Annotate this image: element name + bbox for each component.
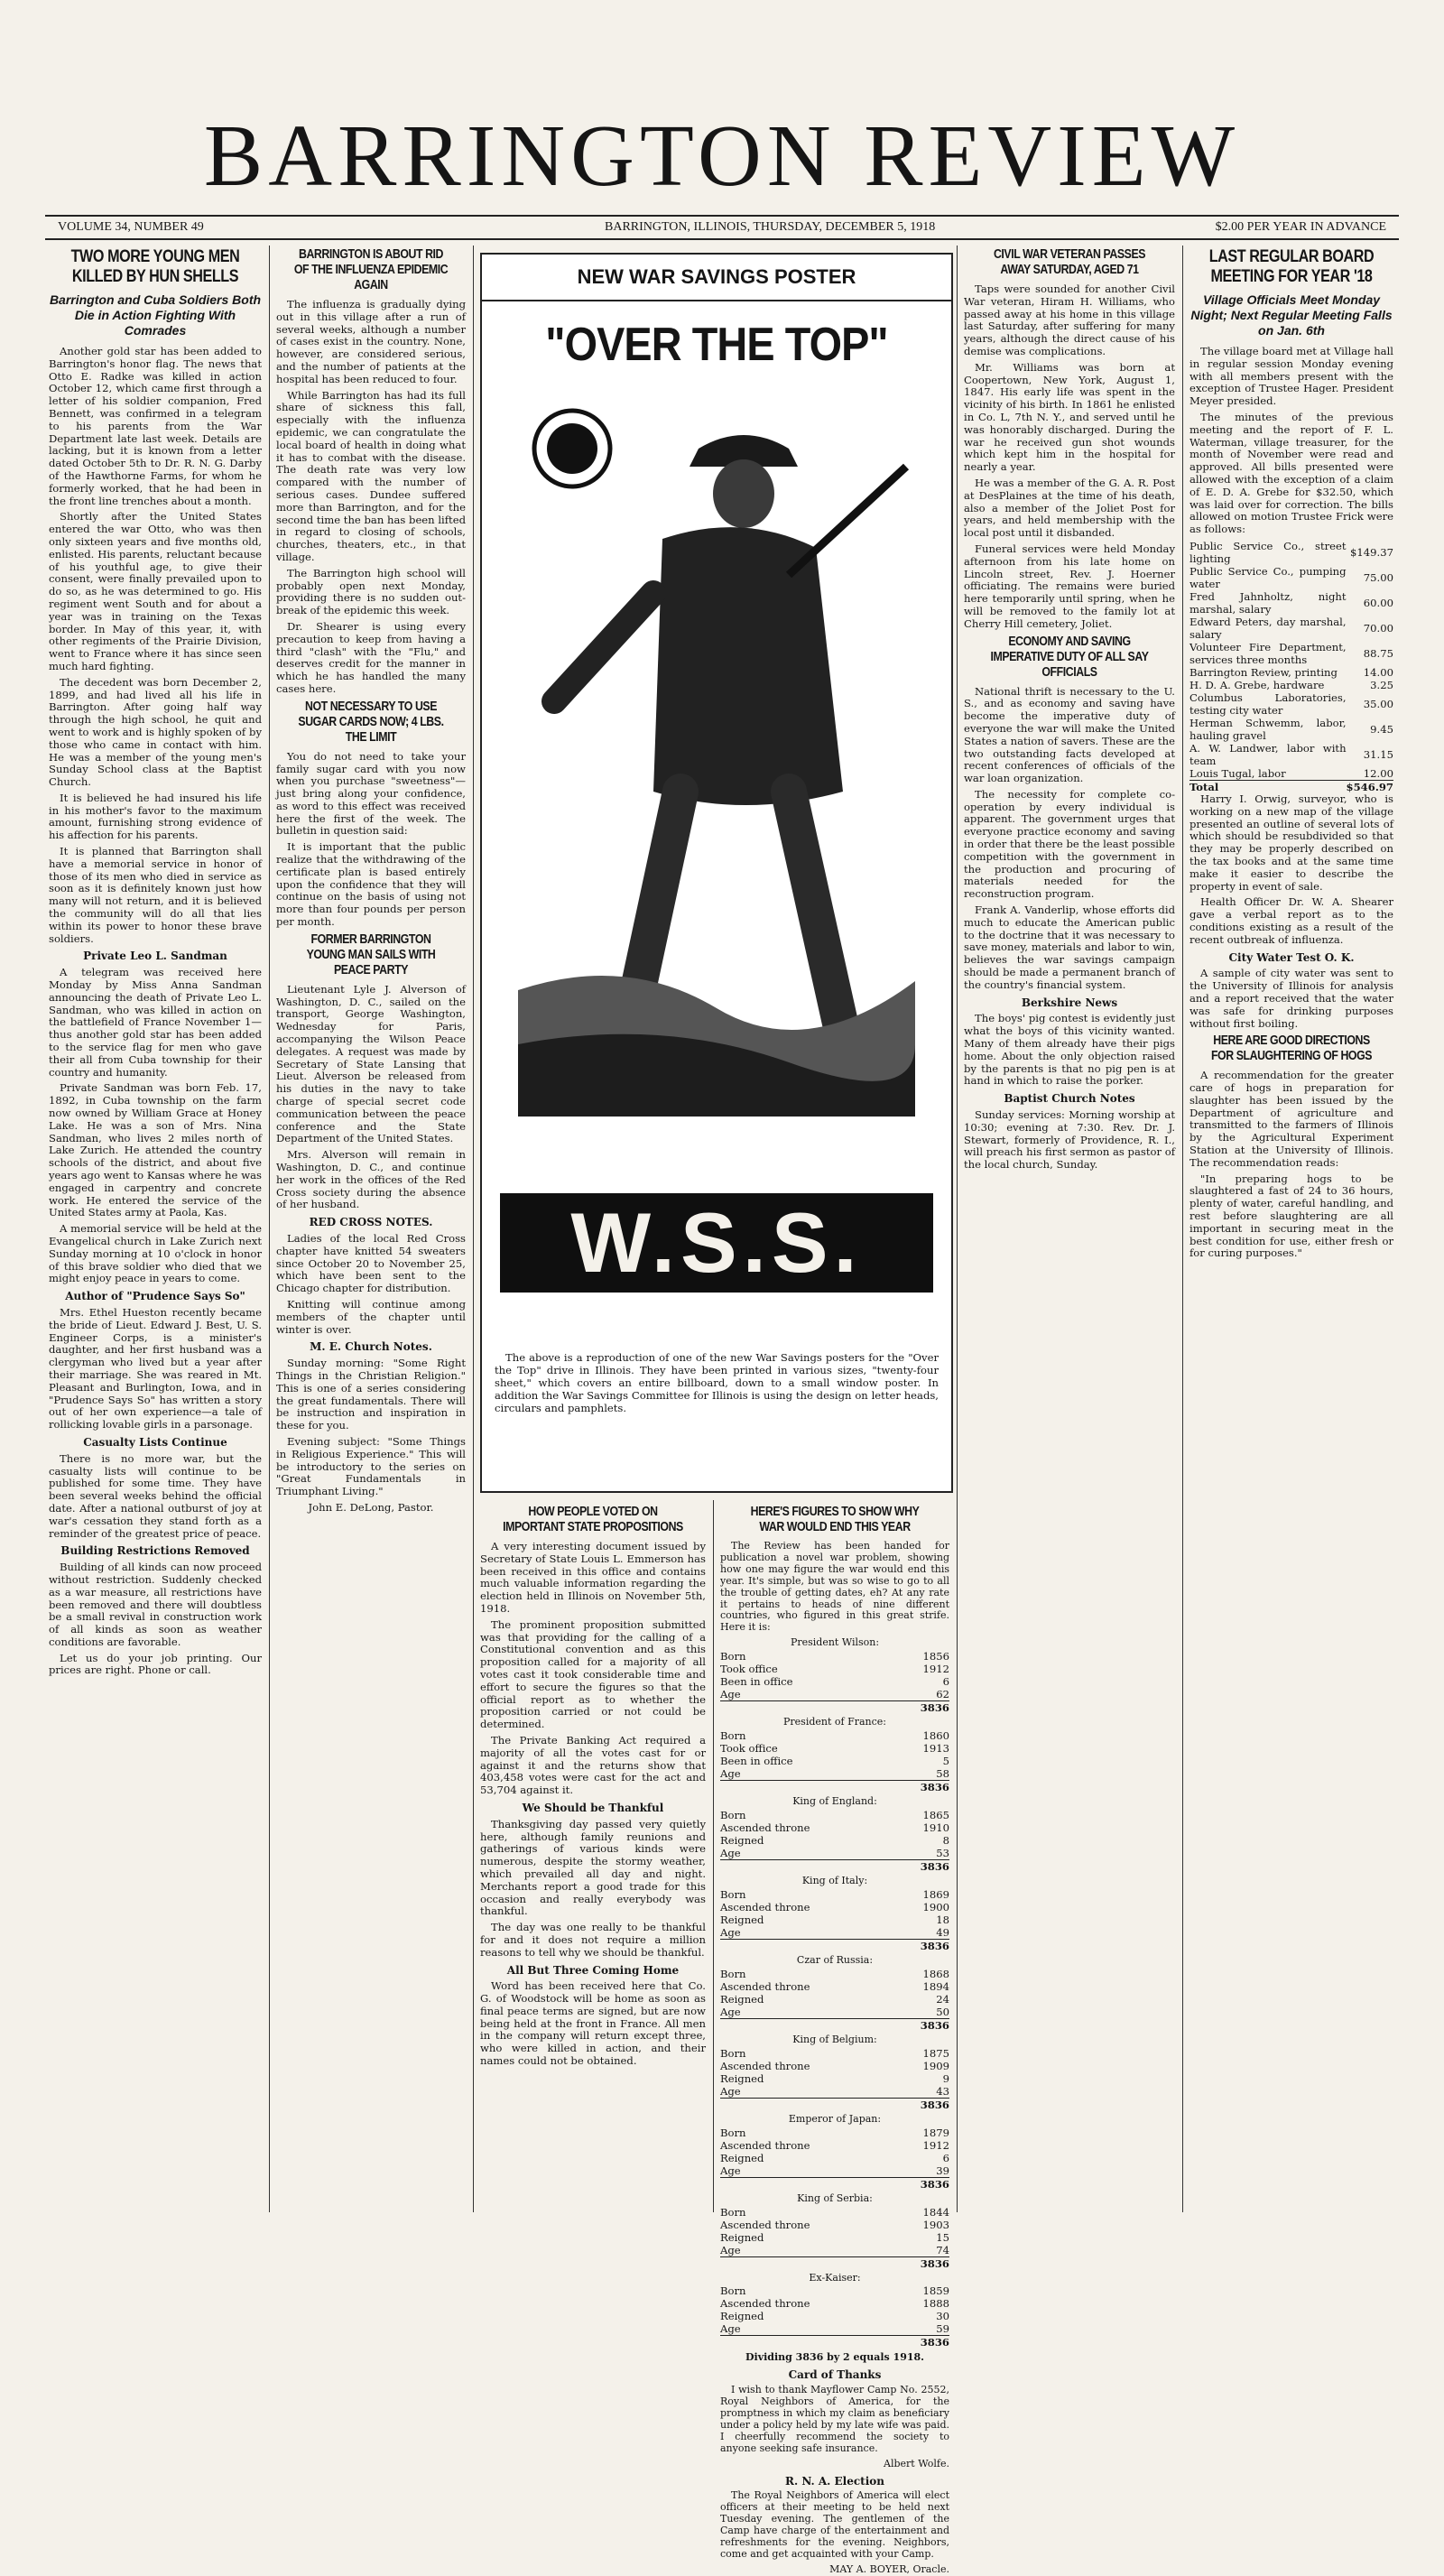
headline-state-propositions: HOW PEOPLE VOTED ON IMPORTANT STATE PROPOSITIONS (503, 1505, 683, 1534)
row-label: Age (720, 1925, 741, 1939)
pastor-signoff: John E. DeLong, Pastor. (308, 1500, 434, 1514)
masthead-title: BARRINGTON REVIEW (203, 107, 1241, 205)
leader-heading: King of Serbia: (797, 2191, 873, 2204)
table-row (1189, 590, 1393, 616)
row-label: Been in office (720, 1675, 793, 1689)
row-value: 6 (942, 2151, 949, 2164)
row-value: 1869 (922, 1887, 949, 1901)
table-row (720, 2206, 949, 2219)
bills-table (1189, 540, 1393, 793)
subhead-water-test: City Water Test O. K. (1228, 950, 1355, 964)
column-rule (957, 246, 958, 2212)
column-rule (713, 1500, 714, 2212)
sum-spacer (720, 1859, 893, 1873)
bill-payee: Fred Jahnholtz, night marshal, salary (1189, 589, 1347, 616)
article-paragraph: Sunday morning: "Some Right Things in the Christian Religion." This is one of a series considering the great fundamentals. There will be instruction and inspiration in these for you. (276, 1357, 466, 1432)
table-row (1189, 679, 1393, 691)
sum-spacer (720, 2336, 893, 2349)
article-paragraph: A memorial service will be held at the Evangelical church in Lake Zurich next Sunday morning at 10 o'clock in honor of this brave soldier who died that we might enjoy peace in years to come. (49, 1222, 262, 1285)
bill-amount: 60.00 (1363, 596, 1393, 609)
row-label: Been in office (720, 1755, 793, 1768)
table-row (1189, 565, 1393, 590)
table-row (720, 2139, 949, 2152)
row-label: Reigned (720, 2310, 764, 2323)
article-paragraph: Dr. Shearer is using every precaution to keep from having a third "clash" with the "Flu," and deserves credit for the manner in which he has handled the many cases here. (276, 619, 466, 695)
bill-payee: Edward Peters, day marshal, salary (1189, 615, 1347, 641)
row-value: 9 (942, 2071, 949, 2085)
leader-figures-table (720, 2047, 949, 2111)
bill-amount: 75.00 (1363, 570, 1393, 584)
row-value: 1894 (922, 1979, 949, 1993)
headline-war-figures: HERE'S FIGURES TO SHOW WHY WAR WOULD END THIS YEAR (750, 1505, 920, 1534)
leader-heading: King of Italy: (801, 1874, 868, 1886)
subhead-card-of-thanks: Card of Thanks (788, 2368, 882, 2382)
bill-payee: Volunteer Fire Department, services three months (1189, 640, 1347, 666)
column-rule (1182, 246, 1183, 2212)
headline-board-meeting: LAST REGULAR BOARD MEETING FOR YEAR '18 (1208, 247, 1375, 286)
article-paragraph: Evening subject: "Some Things in Religious Experience." This will be introductory to the series on "Great Fundamentals in Triumphant Living." (276, 1434, 466, 1498)
table-row (1189, 767, 1393, 781)
bills-total-value: $546.97 (1346, 780, 1393, 793)
article-paragraph: The influenza is gradually dying out in this village after a run of several weeks, although a number of cases exist in the country. None, however, are considered serious, and the number of patients at the hospital has been reduced to four. (276, 298, 466, 385)
article-paragraph: A very interesting document issued by Secretary of State Louis L. Emmerson has been received in this office and contains much valuable information regarding the election held in Illinois on November 5th, 1918. (480, 1540, 706, 1615)
row-label: Reigned (720, 2230, 764, 2244)
article-paragraph: While Barrington has had its full share of sickness this fall, especially with the influenza epidemic, we can congratulate the local board of health in doing what it has to combat with the disease. The death rate was very low compared with the number of serious cases. Dundee suffered more than Barrington, and for the second time the ban has been lifted in regard to closing of schools, churches, theaters, etc., in that village. (276, 388, 466, 563)
table-row (720, 1993, 949, 2006)
table-row (720, 2127, 949, 2139)
article-paragraph: The village board met at Village hall in regular session Monday evening with all members present with the exception of Trustee Hager. President Meyer presided. (1189, 345, 1393, 408)
sum-value: 3836 (884, 1781, 949, 1794)
subhead-thankful: We Should be Thankful (522, 1801, 664, 1814)
table-row (720, 2310, 949, 2322)
row-value: 1900 (922, 1900, 949, 1913)
table-row (1189, 666, 1393, 679)
sum-spacer (720, 2018, 893, 2032)
article-paragraph: Sunday services: Morning worship at 10:30; evening at 7:30. Rev. Dr. J. Stewart, formerly of Providence, R. I., will preach his first sermon as pastor of the local church, Sunday. (964, 1108, 1175, 1172)
table-row (720, 1821, 949, 1834)
subhead-red-cross: RED CROSS NOTES. (309, 1216, 433, 1229)
row-value: 24 (936, 1992, 949, 2006)
row-value: 1844 (922, 2205, 949, 2219)
leader-heading: Czar of Russia: (796, 1953, 874, 1966)
bill-amount: 3.25 (1370, 678, 1393, 691)
row-label: Ascended throne (720, 2138, 810, 2152)
article-paragraph: I wish to thank Mayflower Camp No. 2552, Royal Neighbors of America, for the promptness in which my claim as beneficiary under a policy held by my late wife was paid. I cheerfully recommend the society to anyone seeking safe insurance. (720, 2384, 949, 2454)
volume-number: VOLUME 34, NUMBER 49 (58, 220, 204, 234)
table-row (720, 1980, 949, 1993)
bill-payee: Herman Schwemm, labor, hauling gravel (1189, 716, 1347, 742)
row-label: Age (720, 1767, 741, 1781)
row-label: Ascended throne (720, 2059, 810, 2072)
war-savings-poster-box (480, 253, 953, 1493)
table-row (720, 2164, 949, 2178)
leader-figures-table (720, 1809, 949, 1873)
leader-figures-table (720, 1968, 949, 2032)
row-value: 74 (936, 2243, 949, 2256)
column-rule (269, 246, 270, 2212)
table-row (1189, 616, 1393, 641)
row-value: 39 (936, 2164, 949, 2177)
article-paragraph: Thanksgiving day passed very quietly here, although family reunions and gatherings of various kinds were numerous, despite the stormy weather, which prevailed all day and night. Merchants report a good trade for this occasion and really everybody was thankful. (480, 1817, 706, 1918)
leader-figures-table (720, 1729, 949, 1793)
row-value: 18 (936, 1913, 949, 1926)
row-label: Born (720, 1729, 746, 1743)
row-label: Age (720, 2084, 741, 2098)
row-value: 1909 (922, 2059, 949, 2072)
leader-figures-table (720, 2127, 949, 2191)
table-row (720, 1767, 949, 1781)
headline-influenza: BARRINGTON IS ABOUT RID OF THE INFLUENZA EPIDEMIC AGAIN (293, 247, 449, 292)
thanks-signature: Albert Wolfe. (884, 2457, 949, 2469)
row-label: Born (720, 2046, 746, 2060)
table-row (1189, 691, 1393, 717)
sum-row (720, 1701, 949, 1715)
table-row (720, 1847, 949, 1860)
sum-row (720, 2018, 949, 2032)
article-paragraph: Mr. Williams was born at Coopertown, New York, August 1, 1847. His early life was spent in the vicinity of his birth. In 1861 he enlisted in Co. L, 7th N. Y., and served until he was honorably discharged. During the war he received gun shot wounds which kept him in the hospital for nearly a year. (964, 360, 1175, 474)
wss-banner: W.S.S. (500, 1193, 933, 1293)
row-value: 1903 (922, 2218, 949, 2231)
article-paragraph: Harry I. Orwig, surveyor, who is working on a new map of the village presented an outline of several lots of which should be resubdivided so that they may be properly described on the tax books and at the same time make it easier to describe the property in event of sale. (1189, 792, 1393, 893)
leader-figures-table (720, 2206, 949, 2270)
article-paragraph: Another gold star has been added to Barrington's honor flag. The news that Otto E. Radke was killed in action October 12, which came first through a letter of his soldier companion, Fred Bennett, was confirmed in a telegram to his parents from the War Department late last week. Details are lacking, but it is known from a letter dated October 5th to Dr. R. N. G. Darby of the Hawthorne Farms, for whom he formerly worked, that he had been in the front line trenches about a month. (49, 345, 262, 507)
row-label: Born (720, 2284, 746, 2298)
article-paragraph: He was a member of the G. A. R. Post at DesPlaines at the time of his death, also a member of the Joliet Post for years, and held membership with the local post until it disbanded. (964, 476, 1175, 540)
subhead-prudence-author: Author of "Prudence Says So" (65, 1290, 245, 1303)
row-value: 1856 (922, 1650, 949, 1663)
job-printing-notice: Let us do your job printing. Our prices are right. Phone or call. (49, 1651, 262, 1677)
article-paragraph: Mrs. Alverson will remain in Washington, D. C., and continue her work in the offices of the Red Cross society during the absence of her husband. (276, 1148, 466, 1211)
row-value: 1910 (922, 1821, 949, 1834)
bill-amount: 9.45 (1370, 722, 1393, 736)
bills-total-row (1189, 780, 1393, 793)
row-value: 1879 (922, 2126, 949, 2139)
row-value: 53 (936, 1846, 949, 1859)
poster-headline: NEW WAR SAVINGS POSTER (482, 255, 951, 301)
article-paragraph: The decedent was born December 2, 1899, and had lived all his life in Barrington. After going half way through the high school, he quit and went to work and is highly spoken of by those who came in contact with him. He was a member of the young men's Sunday School class at the Baptist Church. (49, 675, 262, 789)
row-label: Reigned (720, 1833, 764, 1847)
table-row (720, 2231, 949, 2244)
table-row (720, 1809, 949, 1821)
article-paragraph: Shortly after the United States entered the war Otto, who was then only sixteen years and five months old, enlisted. His parents, reluctant because of his youthful age, to give their consent, were finally prevailed upon to do so, as he was determined to go. His regiment went South and for about a year was in training on the Texas border. In May of this year, it, with other regiments of the Prairie Division, went to France where it has since seen much hard fighting. (49, 510, 262, 672)
leader-figures-table (720, 1888, 949, 1952)
table-row (720, 2047, 949, 2060)
sum-spacer (720, 2177, 893, 2191)
table-row (720, 1913, 949, 1926)
subhead-baptist: Baptist Church Notes (1004, 1092, 1135, 1106)
subscription-price: $2.00 PER YEAR IN ADVANCE (1215, 220, 1386, 234)
article-paragraph: The Barrington high school will probably open next Monday, providing there is no sudden out-break of the epidemic this week. (276, 566, 466, 617)
leader-heading: King of England: (792, 1795, 877, 1808)
leader-heading: President of France: (783, 1716, 886, 1728)
sum-row (720, 1859, 949, 1873)
sum-row (720, 2098, 949, 2111)
column-1 (49, 246, 262, 2209)
table-row (720, 1729, 949, 1742)
row-label: Ascended throne (720, 2297, 810, 2311)
row-label: Born (720, 1887, 746, 1901)
article-paragraph: Private Sandman was born Feb. 17, 1892, in Cuba township on the farm now owned by William Grace at Honey Lake. He was a son of Mrs. Nina Sandman, who lives 2 miles north of Lake Zurich. He attended the country schools of the district, and about five years ago went to Kansas where he was engaged in carpentry and concrete work. He entered the service of the United States army at Paola, Kas. (49, 1081, 262, 1219)
article-paragraph: Lieutenant Lyle J. Alverson of Washington, D. C., sailed on the transport, George Washington, Wednesday for Paris, accompanying the Wilson Peace delegates. A request was made by Secretary of State Lansing that Lieut. Alverson be released from his duties in the navy to take charge of special secret code communication between the peace conference and the State Department of the United States. (276, 982, 466, 1145)
row-label: Age (720, 2243, 741, 2256)
subhead-rna-election: R. N. A. Election (784, 2474, 885, 2488)
deck-village-officials: Village Officials Meet Monday Night; Next Regular Meeting Falls on Jan. 6th (1190, 292, 1393, 338)
bill-amount: 14.00 (1363, 665, 1393, 679)
article-paragraph: The day was one really to be thankful for and it does not require a million reasons to tell why we should be thankful. (480, 1921, 706, 1959)
sum-spacer (720, 1701, 884, 1715)
leader-heading: Ex-Kaiser: (809, 2271, 861, 2284)
row-label: Born (720, 1967, 746, 1980)
bill-amount: 35.00 (1363, 697, 1393, 710)
sum-spacer (720, 1939, 893, 1952)
article-paragraph: A telegram was received here Monday by Miss Anna Sandman announcing the death of Private Leo L. Sandman, who was killed in action on the battlefield of France November 1—thus another gold star has been added to the service flag for men who gave their all from Cuba township for their country and humanity. (49, 966, 262, 1079)
article-paragraph: National thrift is necessary to the U. S., and as economy and saving have become the imperative duty of everyone the war will make the United States a nation of savers. These are the two outstanding facts developed at recent conferences of officials of the war loan organization. (964, 684, 1175, 785)
article-paragraph: "In preparing hogs to be slaughtered a fast of 24 to 36 hours, plenty of water, careful handling, and rest before slaughtering are all important in securing meat in the best condition for use, either fresh or for curing purposes." (1189, 1172, 1393, 1260)
row-label: Ascended throne (720, 1900, 810, 1913)
article-paragraph: The boys' pig contest is evidently just what the boys of this vicinity wanted. Many of them already have their pigs home. About the only objection raised by the parents is that no pig pen is at hand in which to raise the porker. (964, 1012, 1175, 1088)
article-paragraph: It is planned that Barrington shall have a memorial service in honor of those of its men who died in service as soon as it is definitely known just how many will not return, and it is believed the community will do all that lies within its power to honor these brave soldiers. (49, 845, 262, 945)
article-paragraph: The minutes of the previous meeting and the report of F. L. Waterman, village treasurer, for the month of November were read and approved. All bills presented were allowed with the exception of a claim of E. D. A. Grebe for $32.50, which was laid over for correction. The bills allowed on motion Trustee Frick were as follows: (1189, 410, 1393, 536)
article-paragraph: The Royal Neighbors of America will elect officers at their meeting to be held next Tuesday evening. The gentlemen of the Camp have charge of the entertainment and refreshments for the evening. Neighbors, come and get acquainted with your Camp. (720, 2489, 949, 2560)
bill-payee: H. D. A. Grebe, hardware (1189, 678, 1325, 691)
article-paragraph: It is important that the public realize that the withdrawing of the certificate plan is based entirely upon the confidence that they will continue on the basis of using not more than four pounds per person per month. (276, 840, 466, 929)
sum-row (720, 1781, 949, 1794)
dividing-line: Dividing 3836 by 2 equals 1918. (745, 2351, 924, 2364)
row-label: Age (720, 2164, 741, 2177)
bill-payee: Louis Tugal, labor (1189, 766, 1286, 780)
table-row (1189, 641, 1393, 666)
table-row (720, 2152, 949, 2164)
column-4 (720, 1503, 949, 2575)
bill-payee: Columbus Laboratories, testing city water (1189, 690, 1347, 717)
row-label: Born (720, 2205, 746, 2219)
row-value: 30 (936, 2310, 949, 2323)
article-paragraph: Mrs. Ethel Hueston recently became the bride of Lieut. Edward J. Best, U. S. Engineer Corps, is a minister's daughter, and her first husband was a clergyman who lived but a year after their marriage. She was reared in Mt. Pleasant and Burlington, Iowa, and in "Prudence Says So" has written a story out of her own experience—a tale of rollicking lovable girls in a parsonage. (49, 1305, 262, 1432)
leader-heading: President Wilson: (790, 1636, 880, 1649)
subhead-me-church: M. E. Church Notes. (310, 1340, 432, 1354)
table-row (720, 1888, 949, 1901)
row-label: Born (720, 1650, 746, 1663)
row-label: Took office (720, 1742, 778, 1756)
article-paragraph: Health Officer Dr. W. A. Shearer gave a verbal report as to the conditions existing as a result of the recent outbreak of influenza. (1189, 895, 1393, 946)
row-value: 15 (936, 2230, 949, 2244)
sum-spacer (720, 2256, 893, 2270)
row-value: 6 (942, 1675, 949, 1689)
row-value: 1875 (922, 2046, 949, 2060)
table-row (720, 1926, 949, 1940)
leader-heading: King of Belgium: (792, 2033, 877, 2045)
bill-payee: Public Service Co., pumping water (1189, 564, 1347, 590)
soldier-illustration (518, 412, 915, 1117)
article-paragraph: A recommendation for the greater care of hogs in preparation for slaughter has been issued by the Department of agriculture and transmitted to the farmers of Illinois by the Agricultural Experiment Station at the University of Illinois. The recommendation reads: (1189, 1069, 1393, 1169)
leaders-figures (720, 1637, 949, 2349)
headline-economy-saving: ECONOMY AND SAVING IMPERATIVE DUTY OF ALL SAY OFFICIALS (990, 634, 1149, 680)
row-label: Reigned (720, 1992, 764, 2006)
bill-payee: Barrington Review, printing (1189, 665, 1338, 679)
article-paragraph: Ladies of the local Red Cross chapter have knitted 54 sweaters since October 20 to November 25, which have been sent to the Chicago chapter for distribution. (276, 1232, 466, 1295)
headline-sugar-cards: NOT NECESSARY TO USE SUGAR CARDS NOW; 4 LBS. THE LIMIT (298, 699, 444, 745)
table-row (720, 1834, 949, 1847)
leader-heading: Emperor of Japan: (788, 2112, 882, 2125)
article-paragraph: The prominent proposition submitted was that providing for the calling of a Constitutional convention and as this proposition called for a majority of all votes cast it took considerable time and effort to secure the figures so that the official report as to whether the proposition carried or not could be determined. (480, 1617, 706, 1731)
subhead-leo-sandman: Private Leo L. Sandman (83, 950, 227, 963)
subhead-coming-home: All But Three Coming Home (506, 1963, 680, 1977)
table-row (720, 1688, 949, 1701)
sum-value: 3836 (893, 1859, 949, 1873)
article-paragraph: Funeral services were held Monday afternoon from his late home on Lincoln street, Rev. J. Hoerner officiating. The remains were buried here temporarily until spring, when he will be removed to the family lot at Cherry Hill cemetery, Joliet. (964, 542, 1175, 630)
column-6 (1189, 246, 1393, 2209)
table-row (720, 2006, 949, 2019)
headline-young-men-killed: TWO MORE YOUNG MEN KILLED BY HUN SHELLS (70, 247, 240, 286)
sum-value: 3836 (893, 2098, 949, 2111)
sum-value: 3836 (893, 2256, 949, 2270)
table-row (720, 2244, 949, 2257)
bill-amount: 12.00 (1363, 766, 1393, 780)
oracle-signature: MAY A. BOYER, Oracle. (829, 2562, 949, 2575)
headline-civil-war-veteran: CIVIL WAR VETERAN PASSES AWAY SATURDAY, AGED 71 (993, 247, 1146, 277)
sum-row (720, 1939, 949, 1952)
article-paragraph: Taps were sounded for another Civil War veteran, Hiram H. Williams, who passed away at his home in this village last Saturday, after suffering for many years, although the direct cause of his demise was complications. (964, 283, 1175, 357)
folio-line (45, 215, 1399, 240)
row-label: Born (720, 1808, 746, 1821)
table-row (720, 2072, 949, 2085)
table-row (720, 2284, 949, 2297)
row-label: Reigned (720, 2151, 764, 2164)
table-row (1189, 742, 1393, 767)
subhead-casualty-lists: Casualty Lists Continue (83, 1435, 227, 1449)
sum-value: 3836 (893, 2018, 949, 2032)
row-value: 1859 (922, 2284, 949, 2298)
table-row (720, 1650, 949, 1663)
table-row (720, 2297, 949, 2310)
sum-spacer (720, 2098, 893, 2111)
row-value: 8 (942, 1833, 949, 1847)
sum-row (720, 2336, 949, 2349)
column-5 (964, 246, 1175, 2209)
sum-value: 3836 (893, 1939, 949, 1952)
row-label: Age (720, 2322, 741, 2336)
sum-row (720, 2256, 949, 2270)
row-value: 1888 (922, 2297, 949, 2311)
article-paragraph: Word has been received here that Co. G. of Woodstock will be home as soon as final peace terms are signed, but are now being held at the front in France. All men in the company will return except three, who were killed in action, and their names could not be obtained. (480, 1979, 706, 2068)
row-value: 1912 (922, 2138, 949, 2152)
article-paragraph: Building of all kinds can now proceed without restriction. Suddenly checked as a war measure, all restrictions have been removed and there will doubtless be a small revival in construction work of all kinds as soon as weather conditions are favorable. (49, 1561, 262, 1648)
row-label: Age (720, 1688, 741, 1701)
column-3 (480, 1503, 706, 2209)
row-value: 1865 (922, 1808, 949, 1821)
article-paragraph: It is believed he had insured his life in his mother's favor to the maximum amount, furnishing strong evidence of his affection for his parents. (49, 791, 262, 842)
subhead-berkshire: Berkshire News (1021, 996, 1118, 1009)
headline-peace-party: FORMER BARRINGTON YOUNG MAN SAILS WITH PEACE PARTY (306, 931, 436, 978)
row-label: Ascended throne (720, 1821, 810, 1834)
sum-row (720, 2177, 949, 2191)
table-row (720, 2219, 949, 2231)
table-row (720, 1663, 949, 1675)
table-row (720, 2060, 949, 2072)
row-value: 1860 (922, 1729, 949, 1743)
bill-amount: 31.15 (1363, 747, 1393, 761)
sum-value: 3836 (893, 2336, 949, 2349)
sum-value: 3836 (884, 1701, 949, 1715)
row-label: Ascended throne (720, 2218, 810, 2231)
article-paragraph: A sample of city water was sent to the University of Illinois for analysis and a report received that the water was safe for drinking purposes without first boiling. (1189, 967, 1393, 1030)
deck-barrington-cuba: Barrington and Cuba Soldiers Both Die in Action Fighting With Comrades (49, 292, 262, 338)
sum-value: 3836 (893, 2177, 949, 2191)
table-row (720, 1901, 949, 1913)
row-value: 43 (936, 2084, 949, 2098)
leader-figures-table (720, 2284, 949, 2349)
row-value: 1913 (922, 1742, 949, 1756)
table-row (720, 1755, 949, 1767)
article-paragraph: Knitting will continue among members of the chapter until winter is over. (276, 1297, 466, 1336)
bill-payee: A. W. Landwer, labor with team (1189, 741, 1347, 767)
row-label: Age (720, 1846, 741, 1859)
article-paragraph: The Review has been handed for publication a novel war problem, showing how one may figure the war would end this year. It's simple, but was so wise to go to all the trouble of getting dates, eh? At any rate it pertains to heads of nine different countries, who figured in this great strife. Here it is: (720, 1540, 949, 1634)
row-value: 50 (936, 2005, 949, 2018)
table-row (720, 1742, 949, 1755)
article-paragraph: There is no more war, but the casualty lists will continue to be published for some time. They have been several weeks behind the official date. After a national outburst of joy at war's cessation they stand forth as a reminder of the greatest price of peace. (49, 1451, 262, 1540)
poster-caption: The above is a reproduction of one of the new War Savings posters for the "Over the Top" drive in Illinois. They have been printed in various sizes, "twenty-four sheet," which covers an entire billboard, down to a small window poster. In addition the War Savings Committee for Illinois is using the design on letter heads, circulars and pamphlets. (495, 1351, 939, 1414)
row-value: 59 (936, 2322, 949, 2336)
bill-amount: 70.00 (1363, 621, 1393, 635)
bill-payee: Public Service Co., street lighting (1189, 539, 1347, 565)
table-row (720, 2085, 949, 2099)
row-value: 58 (936, 1767, 949, 1781)
row-label: Took office (720, 1663, 778, 1676)
row-label: Age (720, 2005, 741, 2018)
column-2 (276, 246, 466, 2209)
table-row (1189, 540, 1393, 565)
row-label: Ascended throne (720, 1979, 810, 1993)
row-value: 49 (936, 1925, 949, 1939)
row-label: Born (720, 2126, 746, 2139)
table-row (720, 1675, 949, 1688)
bill-amount: $149.37 (1350, 545, 1393, 559)
bills-total-label: Total (1189, 780, 1347, 793)
article-paragraph: You do not need to take your family sugar card with you now when you purchase "sweetness"—just bring along your confidence, as word to this effect was received here the first of the week. The bulletin in question said: (276, 749, 466, 838)
bill-amount: 88.75 (1363, 646, 1393, 660)
leader-figures-table (720, 1650, 949, 1714)
table-row (720, 1968, 949, 1980)
article-paragraph: Frank A. Vanderlip, whose efforts did much to educate the American public to the doctrine that it was necessary to save money, materials and labor to win, believes the war savings campaign should be made a permanent branch of the country's financial system. (964, 903, 1175, 991)
table-row (720, 2322, 949, 2336)
row-label: Reigned (720, 2071, 764, 2085)
row-value: 5 (942, 1755, 949, 1768)
row-value: 1912 (922, 1663, 949, 1676)
poster-slogan: "OVER THE TOP" (545, 319, 888, 371)
subhead-building-restrictions: Building Restrictions Removed (60, 1544, 250, 1558)
row-value: 1868 (922, 1967, 949, 1980)
table-row (1189, 717, 1393, 742)
article-paragraph: The necessity for complete co-operation by every individual is apparent. The government urges that everyone practice economy and saving in order that there be the least possible competition with the government in the production and procuring of materials needed for the reconstruction program. (964, 787, 1175, 901)
article-paragraph: The Private Banking Act required a majority of all the votes cast for or against it and the returns show that 403,458 votes were cast for the act and 53,704 against it. (480, 1733, 706, 1797)
row-value: 62 (936, 1688, 949, 1701)
row-label: Reigned (720, 1913, 764, 1926)
dateline: BARRINGTON, ILLINOIS, THURSDAY, DECEMBER 5, 1918 (605, 220, 936, 234)
headline-slaughtering-hogs: HERE ARE GOOD DIRECTIONS FOR SLAUGHTERING OF HOGS (1210, 1033, 1373, 1064)
column-rule (473, 246, 474, 2212)
sum-spacer (720, 1781, 884, 1794)
